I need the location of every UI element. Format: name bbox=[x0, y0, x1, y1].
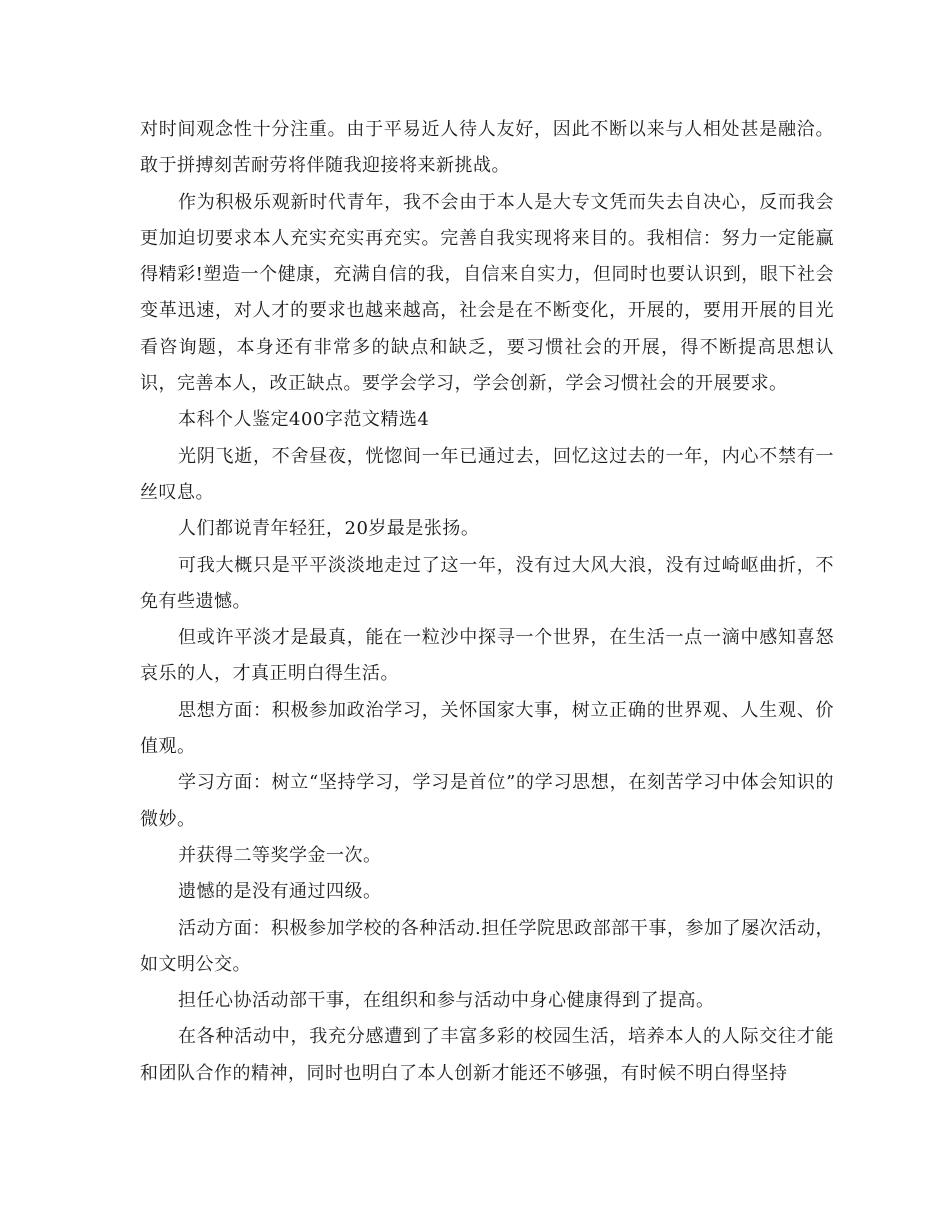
paragraph: 遗憾的是没有通过四级。 bbox=[178, 881, 382, 903]
paragraph: 对时间观念性十分注重。由于平易近人待人友好，因此不断以来与人相处甚是融洽。敢于拼搏刻苦耐劳将伴随我迎接将来新挑战。 bbox=[140, 119, 834, 177]
paragraph: 人们都说青年轻狂，20岁最是张扬。 bbox=[178, 518, 480, 540]
paragraph: 作为积极乐观新时代青年，我不会由于本人是大专文凭而失去自决心，反而我会更加迫切要求本人充实充实再充实。完善自我实现将来目的。我相信：努力一定能赢得精彩!塑造一个健康，充满自信的我，自信来自实力，但同时也要认识到，眼下社会变革迅速，对人才的要求也越来越高，社会是在不断变化，开展的，要用开展的目光看咨询题，本身还有非常多的缺点和缺乏，要习惯社会的开展，得不断提高思想认识，完善本人，改正缺点。要学会学习，学会创新，学会习惯社会的开展要求。 bbox=[140, 191, 834, 395]
paragraph: 可我大概只是平平淡淡地走过了这一年，没有过大风大浪，没有过崎岖曲折，不免有些遗憾。 bbox=[140, 554, 834, 612]
paragraph: 在各种活动中，我充分感遭到了丰富多彩的校园生活，培养本人的人际交往才能和团队合作的精神，同时也明白了本人创新才能还不够强，有时候不明白得坚持 bbox=[140, 1026, 834, 1084]
paragraph: 并获得二等奖学金一次。 bbox=[178, 844, 382, 866]
paragraph: 活动方面：积极参加学校的各种活动.担任学院思政部部干事，参加了屡次活动，如文明公交。 bbox=[140, 917, 834, 975]
paragraph: 但或许平淡才是最真，能在一粒沙中探寻一个世界，在生活一点一滴中感知喜怒哀乐的人，才真正明白得生活。 bbox=[140, 627, 834, 685]
paragraph: 担任心协活动部干事，在组织和参与活动中身心健康得到了提高。 bbox=[178, 990, 715, 1012]
section-heading: 本科个人鉴定400字范文精选4 bbox=[178, 409, 430, 431]
paragraph: 学习方面：树立“坚持学习，学习是首位”的学习思想，在刻苦学习中体会知识的微妙。 bbox=[140, 772, 834, 830]
paragraph: 光阴飞逝，不舍昼夜，恍惚间一年已通过去，回忆这过去的一年，内心不禁有一丝叹息。 bbox=[140, 445, 834, 503]
document-body bbox=[140, 112, 834, 1092]
paragraph: 思想方面：积极参加政治学习，关怀国家大事，树立正确的世界观、人生观、价值观。 bbox=[140, 699, 834, 758]
